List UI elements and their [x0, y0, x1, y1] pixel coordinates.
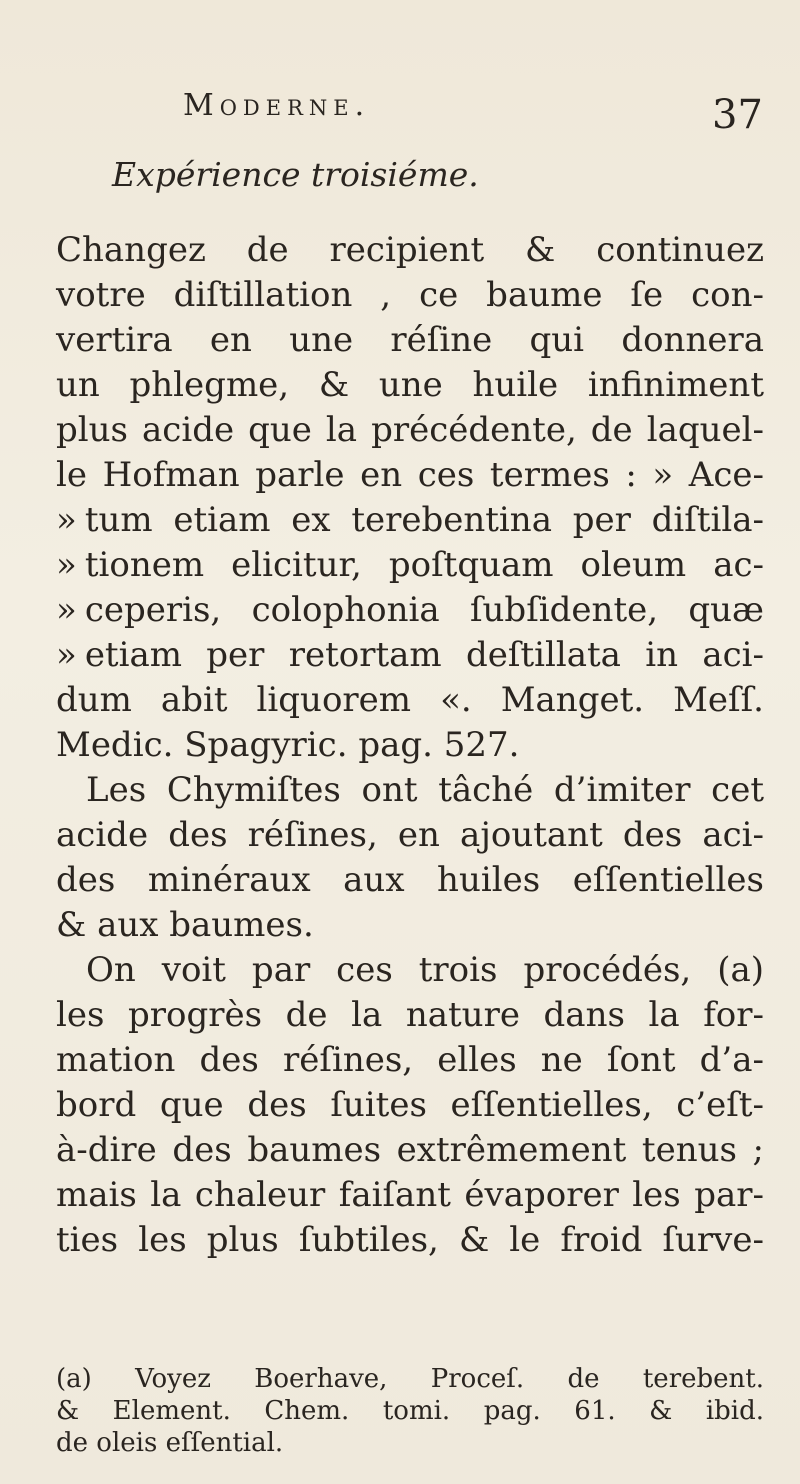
quote-mark: » — [56, 500, 77, 540]
quote-text: tum etiam ex terebentina per diſtila- — [84, 500, 764, 540]
quoted-line — [56, 588, 764, 633]
quote-mark: » — [56, 635, 77, 675]
text-line: le Hofman parle en ces termes : » Ace- — [56, 455, 764, 495]
text-line: vertira en une réſine qui donnera — [56, 320, 764, 360]
quoted-line — [56, 543, 764, 588]
quote-mark: » — [56, 590, 77, 630]
main-text — [56, 228, 764, 1263]
footnote-line: (a) Voyez Boerhave, Proceſ. de terebent. — [56, 1364, 764, 1394]
quote-text: tionem elicitur, poſtquam oleum ac- — [84, 545, 764, 585]
text-line: des minéraux aux huiles eſſentielles — [56, 860, 764, 900]
footnote-line: de oleis eſſential. — [56, 1428, 284, 1458]
text-line: dum abit liquorem «. Manget. Meſſ. — [56, 680, 764, 720]
page-number: 37 — [712, 92, 763, 138]
quote-mark: » — [56, 545, 77, 585]
text-line: à-dire des baumes extrêmement tenus ; — [56, 1130, 764, 1170]
text-line: les progrès de la nature dans la for- — [56, 995, 764, 1035]
paragraph-start: On voit par ces trois procédés, (a) — [86, 950, 764, 990]
quote-text: etiam per retortam deſtillata in aci- — [84, 635, 764, 675]
text-line: votre diſtillation , ce baume ſe con- — [56, 275, 764, 315]
text-line: mation des réſines, elles ne ſont d’a- — [56, 1040, 764, 1080]
text-line: ties les plus ſubtiles, & le froid ſurve- — [56, 1220, 764, 1260]
text-line: mais la chaleur faiſant évaporer les par- — [56, 1175, 764, 1215]
paragraph-start: Les Chymiſtes ont tâché d’imiter cet — [86, 770, 764, 810]
section-title: Expérience troisiéme. — [112, 155, 479, 194]
text-line: plus acide que la précédente, de laquel- — [56, 410, 764, 450]
citation-line: Medic. Spagyric. pag. 527. — [56, 725, 520, 765]
text-line: & aux baumes. — [56, 905, 314, 945]
quote-text: ceperis, colophonia ſubſidente, quæ — [84, 590, 764, 630]
footnote-line: & Element. Chem. tomi. pag. 61. & ibid. — [56, 1396, 764, 1426]
text-line: acide des réſines, en ajoutant des aci- — [56, 815, 764, 855]
quoted-line — [56, 633, 764, 678]
quoted-line — [56, 498, 764, 543]
running-header: Moderne. — [183, 88, 371, 123]
text-line: bord que des ſuites eſſentielles, c’eſt- — [56, 1085, 764, 1125]
text-line: Changez de recipient & continuez — [56, 230, 764, 270]
footnote — [56, 1363, 764, 1459]
text-line: un phlegme, & une huile infiniment — [56, 365, 764, 405]
